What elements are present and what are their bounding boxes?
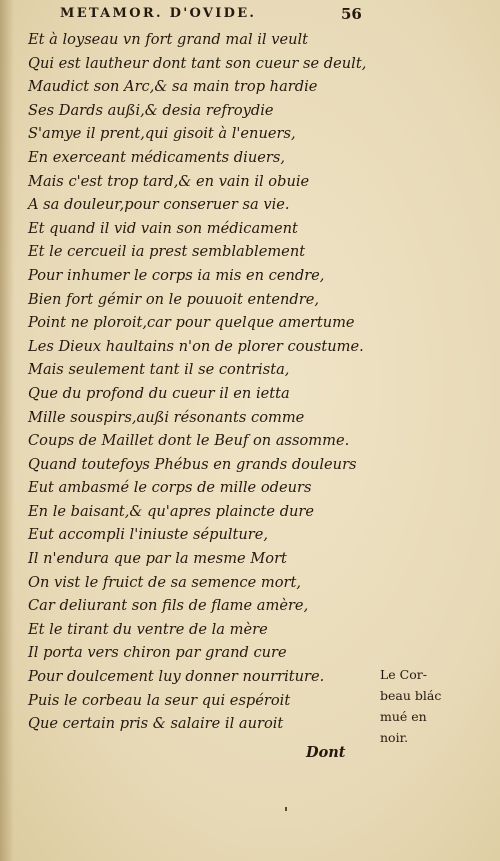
- verse-line: On vist le fruict de sa semence mort,: [28, 573, 301, 591]
- verse-line: Les Dieux haultains n'on de plorer coustume.: [28, 337, 364, 355]
- verse-line: Mais c'est trop tard,& en vain il obuie: [28, 172, 310, 190]
- ink-speck: [285, 807, 287, 811]
- margin-note: [380, 664, 460, 748]
- margin-note-line: mué en: [380, 709, 427, 724]
- verse-line: Et quand il vid vain son médicament: [28, 219, 298, 237]
- verse-line: Maudict son Arc,& sa main trop hardie: [28, 78, 318, 96]
- page-number: 56: [341, 5, 362, 23]
- verse-line: Car deliurant son fils de flame amère,: [28, 597, 309, 615]
- verse-line: Point ne ploroit,car pour quelque amertume: [28, 314, 355, 332]
- margin-note-line: Le Cor-: [380, 667, 427, 682]
- running-head: METAMOR. D'OVIDE.: [60, 6, 257, 21]
- verse-line: Ses Dards außi,& desia refroydie: [28, 101, 274, 119]
- margin-note-line: beau blác: [380, 688, 442, 703]
- verse-line: Et le tirant du ventre de la mère: [28, 620, 268, 638]
- verse-line: En exerceant médicaments diuers,: [28, 148, 285, 166]
- margin-note-line: noir.: [380, 730, 409, 745]
- verse-line: Que du profond du cueur il en ietta: [28, 384, 290, 402]
- verse-line: Pour doulcement luy donner nourriture.: [28, 668, 325, 686]
- verse-line: Puis le corbeau la seur qui espéroit: [28, 691, 291, 709]
- verse-line: Et le cercueil ia prest semblablement: [28, 243, 306, 261]
- verse-block: [28, 28, 368, 736]
- verse-line: Mille souspirs,außi résonants comme: [28, 408, 305, 426]
- verse-line: Coups de Maillet dont le Beuf on assomme.: [28, 432, 350, 450]
- verse-line: Eut accompli l'iniuste sépulture,: [28, 526, 269, 544]
- verse-line: S'amye il prent,qui gisoit à l'enuers,: [28, 125, 296, 143]
- verse-line: Bien fort gémir on le pouuoit entendre,: [28, 290, 320, 308]
- catchword: Dont: [306, 744, 346, 761]
- verse-line: Et à loyseau vn fort grand mal il veult: [28, 31, 309, 48]
- verse-line: Quand toutefoys Phébus en grands douleurs: [28, 455, 357, 473]
- verse-line: Il n'endura que par la mesme Mort: [28, 550, 287, 568]
- page-gutter-shadow: [0, 0, 14, 861]
- page-header: [0, 5, 500, 25]
- verse-line: Mais seulement tant il se contrista,: [28, 361, 290, 379]
- verse-line: En le baisant,& qu'apres plaincte dure: [28, 502, 315, 520]
- verse-line: Que certain pris & salaire il auroit: [28, 715, 284, 733]
- verse-line: Pour inhumer le corps ia mis en cendre,: [28, 266, 325, 284]
- verse-line: A sa douleur,pour conseruer sa vie.: [28, 196, 290, 214]
- verse-line: Qui est lautheur dont tant son cueur se deult,: [28, 54, 367, 72]
- verse-line: Eut ambasmé le corps de mille odeurs: [28, 479, 312, 497]
- verse-line: Il porta vers chiron par grand cure: [28, 644, 287, 662]
